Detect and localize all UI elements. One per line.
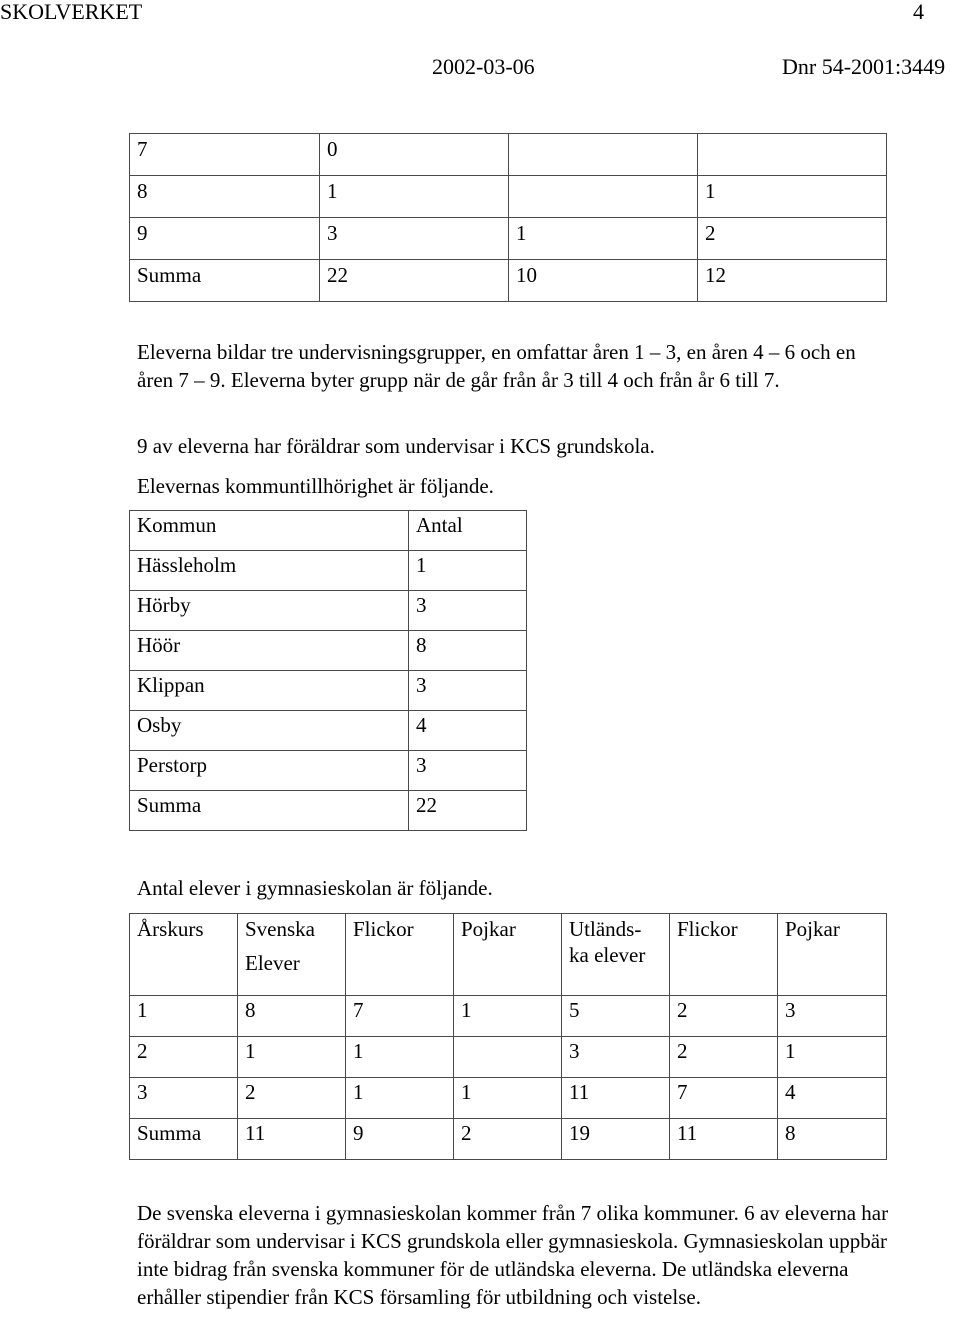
table-cell: 1 <box>409 551 527 591</box>
header-text: Utländs- <box>569 917 642 941</box>
table-cell: 4 <box>778 1078 887 1119</box>
table-cell: 1 <box>346 1037 454 1078</box>
table-cell: 3 <box>409 591 527 631</box>
table-cell: 1 <box>778 1037 887 1078</box>
table-cell: 7 <box>670 1078 778 1119</box>
table-row <box>130 631 527 671</box>
table-cell: 2 <box>698 218 887 260</box>
table-cell: Summa <box>130 791 409 831</box>
table-cell: 2 <box>454 1119 562 1160</box>
table-header-row <box>130 914 887 996</box>
header-text: ka elever <box>569 943 646 968</box>
table-row <box>130 591 527 631</box>
column-header: Kommun <box>130 511 409 551</box>
page-number: 4 <box>913 0 924 24</box>
table-cell: 1 <box>698 176 887 218</box>
column-header <box>238 914 346 996</box>
paragraph: Antal elever i gymnasieskolan är följande. <box>137 876 493 900</box>
table-cell: Perstorp <box>130 751 409 791</box>
table-cell: 3 <box>130 1078 238 1119</box>
table-row <box>130 791 527 831</box>
paragraph: De svenska eleverna i gymnasieskolan kommer från 7 olika kommuner. 6 av eleverna har föräldrar som undervisar i KCS grundskola eller gymnasieskola. Gymnasieskolan uppbär inte bidrag från svenska kommuner för de utländska eleverna. De utländska eleverna erhåller stipendier från KCS församling för utbildning och vistelse. <box>137 1201 889 1309</box>
column-header <box>346 914 454 996</box>
table-cell: 8 <box>778 1119 887 1160</box>
municipality-table <box>129 510 527 831</box>
table-cell: 8 <box>238 996 346 1037</box>
table-cell: 1 <box>454 1078 562 1119</box>
table-cell: 1 <box>346 1078 454 1119</box>
table-cell: 1 <box>509 218 698 260</box>
table-row <box>130 551 527 591</box>
paragraph: 9 av eleverna har föräldrar som undervisar i KCS grundskola. <box>137 434 655 458</box>
header-org: SKOLVERKET <box>0 0 143 24</box>
table-cell: 2 <box>238 1078 346 1119</box>
upper-secondary-table <box>129 913 887 1160</box>
table-row <box>130 1037 887 1078</box>
table-cell: 8 <box>409 631 527 671</box>
table-cell: 0 <box>320 134 509 176</box>
column-header <box>130 914 238 996</box>
column-header <box>670 914 778 996</box>
table-row <box>130 1119 887 1160</box>
header-text: Årskurs <box>137 917 204 941</box>
table-cell: 19 <box>562 1119 670 1160</box>
table-cell: 7 <box>130 134 320 176</box>
table-cell <box>509 176 698 218</box>
table-cell: 12 <box>698 260 887 302</box>
table-cell <box>698 134 887 176</box>
header-date: 2002-03-06 <box>432 54 535 79</box>
table-cell <box>454 1037 562 1078</box>
table-row <box>130 1078 887 1119</box>
table-cell: Summa <box>130 260 320 302</box>
paragraph: Elevernas kommuntillhörighet är följande. <box>137 474 494 498</box>
table-cell: 8 <box>130 176 320 218</box>
table-row <box>130 260 887 302</box>
table-cell: 4 <box>409 711 527 751</box>
table-cell: 1 <box>238 1037 346 1078</box>
table-row <box>130 996 887 1037</box>
table-cell: 3 <box>409 671 527 711</box>
header-text: Flickor <box>353 917 414 941</box>
table-cell: 7 <box>346 996 454 1037</box>
table-cell: 1 <box>454 996 562 1037</box>
table-cell: 22 <box>320 260 509 302</box>
header-text: Flickor <box>677 917 738 941</box>
table-cell <box>509 134 698 176</box>
paragraph: Eleverna bildar tre undervisningsgrupper, en omfattar åren 1 – 3, en åren 4 – 6 och en åren 7 – 9. Eleverna byter grupp när de går från år 3 till 4 och från år 6 till 7. <box>137 340 856 392</box>
column-header <box>778 914 887 996</box>
table-cell: 1 <box>130 996 238 1037</box>
table-header-row <box>130 511 527 551</box>
table-cell: 11 <box>238 1119 346 1160</box>
table-row <box>130 711 527 751</box>
table-cell: 10 <box>509 260 698 302</box>
header-text: Pojkar <box>785 917 840 941</box>
table-cell: Höör <box>130 631 409 671</box>
table-cell: Hässleholm <box>130 551 409 591</box>
table-cell: 2 <box>670 1037 778 1078</box>
header-text: Pojkar <box>461 917 516 941</box>
table-cell: Summa <box>130 1119 238 1160</box>
table-row <box>130 134 887 176</box>
column-header: Antal <box>409 511 527 551</box>
column-header <box>562 914 670 996</box>
column-header <box>454 914 562 996</box>
table-cell: 5 <box>562 996 670 1037</box>
table-row <box>130 751 527 791</box>
table-cell: 22 <box>409 791 527 831</box>
table-cell: 3 <box>320 218 509 260</box>
grades-table <box>129 133 887 302</box>
table-cell: Hörby <box>130 591 409 631</box>
table-cell: 2 <box>130 1037 238 1078</box>
table-cell: 2 <box>670 996 778 1037</box>
table-cell: 3 <box>409 751 527 791</box>
table-row <box>130 218 887 260</box>
table-cell: 9 <box>346 1119 454 1160</box>
table-row <box>130 176 887 218</box>
table-cell: 3 <box>778 996 887 1037</box>
table-cell: 9 <box>130 218 320 260</box>
table-row <box>130 671 527 711</box>
header-text: Svenska <box>245 917 315 941</box>
table-cell: 11 <box>562 1078 670 1119</box>
header-dnr: Dnr 54-2001:3449 <box>782 54 946 79</box>
table-cell: 1 <box>320 176 509 218</box>
table-cell: 3 <box>562 1037 670 1078</box>
table-cell: Osby <box>130 711 409 751</box>
header-text: Elever <box>245 951 300 976</box>
table-cell: Klippan <box>130 671 409 711</box>
table-cell: 11 <box>670 1119 778 1160</box>
